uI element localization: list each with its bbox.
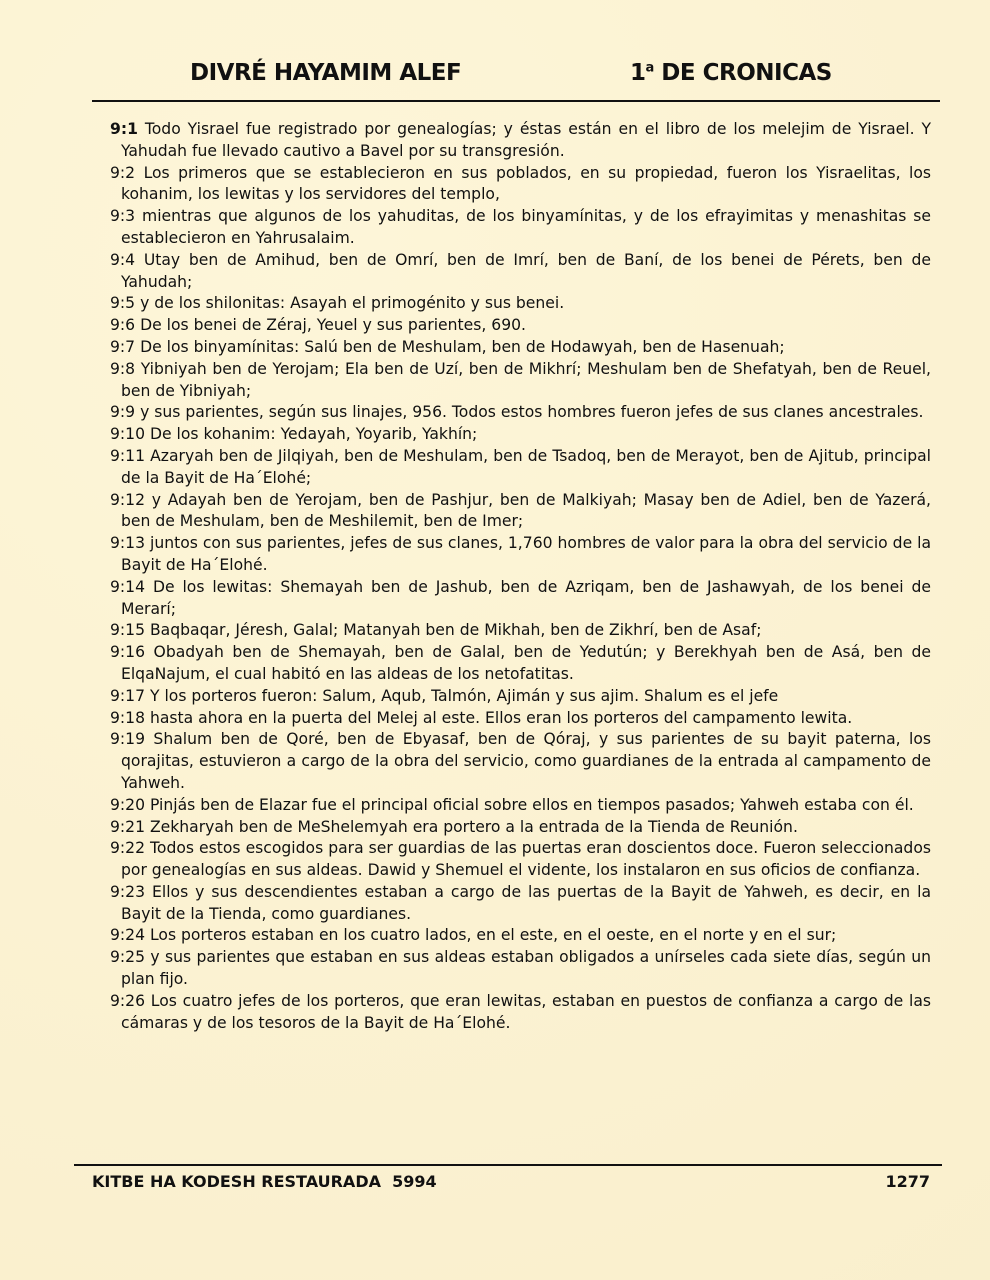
footer-title: KITBE HA KODESH RESTAURADA 5994 — [92, 1172, 437, 1191]
verse-reference: 9:12 — [110, 490, 146, 509]
verse — [110, 925, 931, 947]
verse — [110, 620, 931, 642]
verse-text: Y los porteros fueron: Salum, Aqub, Talmón, Ajimán y sus ajim. Shalum es el jefe — [145, 686, 779, 705]
verse — [110, 250, 931, 294]
verse — [110, 729, 931, 794]
header-rule — [92, 100, 940, 102]
verse — [110, 424, 931, 446]
page-number: 1277 — [885, 1172, 930, 1191]
verse-reference: 9:11 — [110, 446, 146, 465]
verse-reference: 9:25 — [110, 948, 146, 967]
verse-reference: 9:16 — [110, 643, 146, 662]
verse — [110, 119, 931, 163]
verse — [110, 686, 931, 708]
verse — [110, 708, 931, 730]
verse — [110, 882, 931, 926]
page-footer — [0, 1170, 990, 1194]
verse-text: Utay ben de Amihud, ben de Omrí, ben de Imrí, ben de Baní, de los benei de Pérets, ben de Yahudah; — [121, 250, 931, 291]
verse-text: Azaryah ben de Jilqiyah, ben de Meshulam, ben de Tsadoq, ben de Merayot, ben de Ajitub, principal de la Bayit de Ha´Elohé; — [121, 446, 931, 487]
verse — [110, 315, 931, 337]
verse-reference: 9:13 — [110, 534, 146, 553]
verse-reference: 9:10 — [110, 425, 146, 444]
verse — [110, 446, 931, 490]
verse-text: y sus parientes que estaban en sus aldeas estaban obligados a unírseles cada siete días, según un plan fijo. — [121, 948, 931, 989]
verse-text: Los primeros que se establecieron en sus poblados, en su propiedad, fueron los Yisraelitas, los kohanim, los lewitas y los servidores del templo, — [121, 163, 931, 204]
verse-text: Obadyah ben de Shemayah, ben de Galal, ben de Yedutún; y Berekhyah ben de Asá, ben de ElqaNajum, el cual habitó en las aldeas de los netofatitas. — [121, 643, 931, 683]
verse-text: De los kohanim: Yedayah, Yoyarib, Yakhín; — [145, 425, 478, 444]
verse-reference: 9:19 — [110, 730, 146, 749]
verse-reference: 9:7 — [110, 337, 136, 356]
verse-text: y Adayah ben de Yerojam, ben de Pashjur, ben de Malkiyah; Masay ben de Adiel, ben de Yazerá, ben de Meshulam, ben de Meshilemit, ben de Imer; — [121, 490, 931, 531]
verse — [110, 642, 931, 686]
verse-text: mientras que algunos de los yahuditas, de los binyamínitas, y de los efrayimitas y menashitas se establecieron en Yahrusalaim. — [121, 207, 931, 247]
verse-reference: 9:23 — [110, 882, 146, 901]
verse-text: Pinjás ben de Elazar fue el principal oficial sobre ellos en tiempos pasados; Yahweh estaba con él. — [145, 795, 914, 814]
verse-reference: 9:26 — [110, 991, 146, 1010]
verse — [110, 206, 931, 250]
verse — [110, 817, 931, 839]
book-title-rest: DE CRONICAS — [653, 60, 832, 86]
verse-text: De los binyamínitas: Salú ben de Meshulam, ben de Hodawyah, ben de Hasenuah; — [135, 337, 785, 356]
verse — [110, 795, 931, 817]
verse — [110, 533, 931, 577]
verse-text: De los lewitas: Shemayah ben de Jashub, ben de Azriqam, ben de Jashawyah, de los benei de Merarí; — [121, 577, 931, 618]
verse-reference: 9:24 — [110, 926, 146, 945]
verse-text: Baqbaqar, Jéresh, Galal; Matanyah ben de Mikhah, ben de Zikhrí, ben de Asaf; — [145, 621, 762, 640]
verse-reference: 9:21 — [110, 817, 146, 836]
verse-reference: 9:18 — [110, 708, 146, 727]
verse-text: De los benei de Zéraj, Yeuel y sus parientes, 690. — [135, 316, 527, 335]
verse-reference: 9:17 — [110, 686, 146, 705]
verse — [110, 838, 931, 882]
verse-text: Yibniyah ben de Yerojam; Ela ben de Uzí, ben de Mikhrí; Meshulam ben de Shefatyah, ben de Reuel, ben de Yibniyah; — [121, 359, 931, 400]
verse — [110, 337, 931, 359]
verse-text: Los cuatro jefes de los porteros, que eran lewitas, estaban en puestos de confianza a cargo de las cámaras y de los tesoros de la Bayit de Ha´Elohé. — [121, 991, 931, 1032]
footer-rule — [74, 1164, 942, 1166]
verse — [110, 577, 931, 621]
verse-reference: 9:22 — [110, 839, 146, 858]
verse-reference: 9:5 — [110, 294, 136, 313]
verse-text: Ellos y sus descendientes estaban a cargo de las puertas de la Bayit de Yahweh, es decir, en la Bayit de la Tienda, como guardianes. — [121, 882, 931, 923]
verse-reference: 9:9 — [110, 403, 136, 422]
verse-reference: 9:4 — [110, 250, 136, 269]
verse-text: juntos con sus parientes, jefes de sus clanes, 1,760 hombres de valor para la obra del servicio de la Bayit de Ha´Elohé. — [121, 534, 932, 574]
verse-text: y sus parientes, según sus linajes, 956. Todos estos hombres fueron jefes de sus clanes ancestrales. — [135, 403, 924, 422]
verse-reference: 9:8 — [110, 359, 136, 378]
verse — [110, 402, 931, 424]
verse-text: Los porteros estaban en los cuatro lados, en el este, en el oeste, en el norte y en el sur; — [145, 926, 837, 945]
verse — [110, 991, 931, 1035]
verse-reference: 9:20 — [110, 795, 146, 814]
book-number-ordinal: a — [645, 60, 654, 76]
verse-text: hasta ahora en la puerta del Melej al este. Ellos eran los porteros del campamento lewita. — [145, 708, 853, 727]
verse — [110, 359, 931, 403]
verse — [110, 490, 931, 534]
verse-reference: 9:6 — [110, 316, 136, 335]
verse-text: Zekharyah ben de MeShelemyah era portero a la entrada de la Tienda de Reunión. — [145, 817, 798, 836]
verse-list — [110, 119, 931, 1034]
book-number: 1 — [630, 60, 646, 86]
verse-text: Todos estos escogidos para ser guardias de las puertas eran doscientos doce. Fueron seleccionados por genealogías en sus aldeas. Dawid y Shemuel el vidente, los instalaron en sus oficios de confianza. — [121, 839, 931, 880]
verse — [110, 947, 931, 991]
verse — [110, 163, 931, 207]
book-title-hebrew: DIVRÉ HAYAMIM ALEF — [190, 60, 462, 86]
verse-text: Shalum ben de Qoré, ben de Ebyasaf, ben de Qóraj, y sus parientes de su bayit paterna, los qorajitas, estuvieron a cargo de la obra del servicio, como guardianes de la entrada al campamento de Yahweh. — [121, 730, 931, 792]
verse-reference: 9:1 — [110, 120, 138, 138]
page-header — [0, 56, 990, 96]
book-title-spanish — [630, 60, 832, 86]
verse-reference: 9:2 — [110, 163, 136, 182]
verse-reference: 9:15 — [110, 621, 146, 640]
verse-text: y de los shilonitas: Asayah el primogénito y sus benei. — [135, 294, 565, 313]
verse-reference: 9:3 — [110, 207, 136, 226]
verse-reference: 9:14 — [110, 577, 146, 596]
verse-text: Todo Yisrael fue registrado por genealogías; y éstas están en el libro de los melejim de Yisrael. Y Yahudah fue llevado cautivo a Bavel por su transgresión. — [121, 120, 931, 160]
verse — [110, 293, 931, 315]
